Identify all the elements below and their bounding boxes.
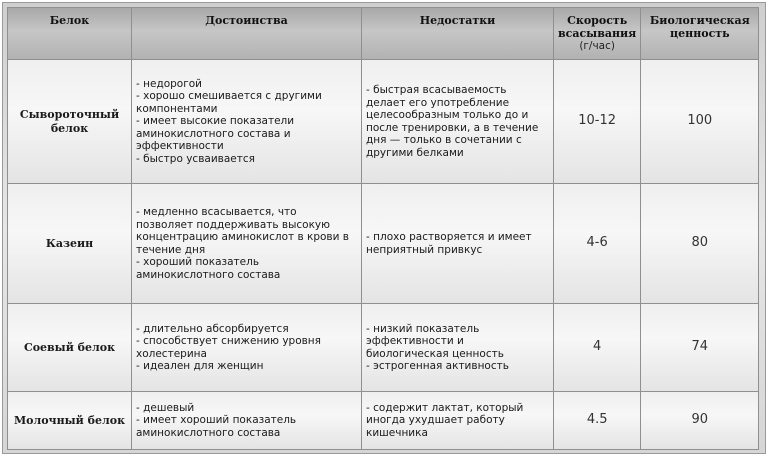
header-speed-units: (г/час) <box>579 40 615 52</box>
header-biological-value: Биологическая ценность <box>641 7 759 60</box>
list-item: - дешевый <box>136 401 195 414</box>
advantages-cell <box>132 184 362 304</box>
protein-name: Молочный белок <box>7 392 132 450</box>
list-item: - имеет высокие показатели аминокислотного состава и эффективности <box>136 115 295 153</box>
table-row <box>7 184 759 304</box>
biological-value: 90 <box>641 392 759 450</box>
absorption-speed-value: 4.5 <box>554 392 641 450</box>
biological-value: 74 <box>641 304 759 392</box>
disadvantages-cell <box>362 184 554 304</box>
biological-value: 80 <box>641 184 759 304</box>
table-row <box>7 392 759 450</box>
list-item: - быстрая всасываемость делает его употребление целесообразным только до и после тренировки, а в течение дня — только в сочетании с другими белками <box>366 84 539 159</box>
list-item: - содержит лактат, который иногда ухудшает работу кишечника <box>366 401 524 439</box>
list-item: - хорошо смешивается с другими компонентами <box>136 90 322 115</box>
protein-name: Казеин <box>7 184 132 304</box>
list-item: - хороший показатель аминокислотного состава <box>136 256 281 281</box>
disadvantages-cell <box>362 304 554 392</box>
header-disadvantages: Недостатки <box>362 7 554 60</box>
protein-name: Соевый белок <box>7 304 132 392</box>
disadvantages-cell <box>362 392 554 450</box>
absorption-speed-value: 4 <box>554 304 641 392</box>
list-item: - длительно абсорбируется <box>136 322 289 335</box>
advantages-cell <box>132 304 362 392</box>
list-item: - плохо растворяется и имеет неприятный привкус <box>366 231 532 256</box>
list-item: - способствует снижению уровня холестерина <box>136 335 321 360</box>
table-row <box>7 60 759 184</box>
protein-comparison-table <box>7 7 759 450</box>
disadvantages-cell <box>362 60 554 184</box>
header-advantages: Достоинства <box>132 7 362 60</box>
header-speed-label: Скорость всасывания <box>558 14 637 40</box>
advantages-cell <box>132 60 362 184</box>
advantages-cell <box>132 392 362 450</box>
header-absorption-speed <box>554 7 641 60</box>
list-item: - недорогой <box>136 77 202 90</box>
biological-value: 100 <box>641 60 759 184</box>
list-item: - низкий показатель эффективности и биологическая ценность <box>366 322 504 360</box>
protein-name: Сывороточный белок <box>7 60 132 184</box>
list-item: - имеет хороший показатель аминокислотного состава <box>136 414 297 439</box>
table-row <box>7 304 759 392</box>
header-protein: Белок <box>7 7 132 60</box>
list-item: - идеален для женщин <box>136 360 264 372</box>
absorption-speed-value: 4-6 <box>554 184 641 304</box>
table-frame <box>2 2 766 454</box>
list-item: - медленно всасывается, что позволяет поддерживать высокую концентрацию аминокислот в крови в течение дня <box>136 206 349 256</box>
list-item: - эстрогенная активность <box>366 360 509 372</box>
absorption-speed-value: 10-12 <box>554 60 641 184</box>
list-item: - быстро усваивается <box>136 152 255 165</box>
